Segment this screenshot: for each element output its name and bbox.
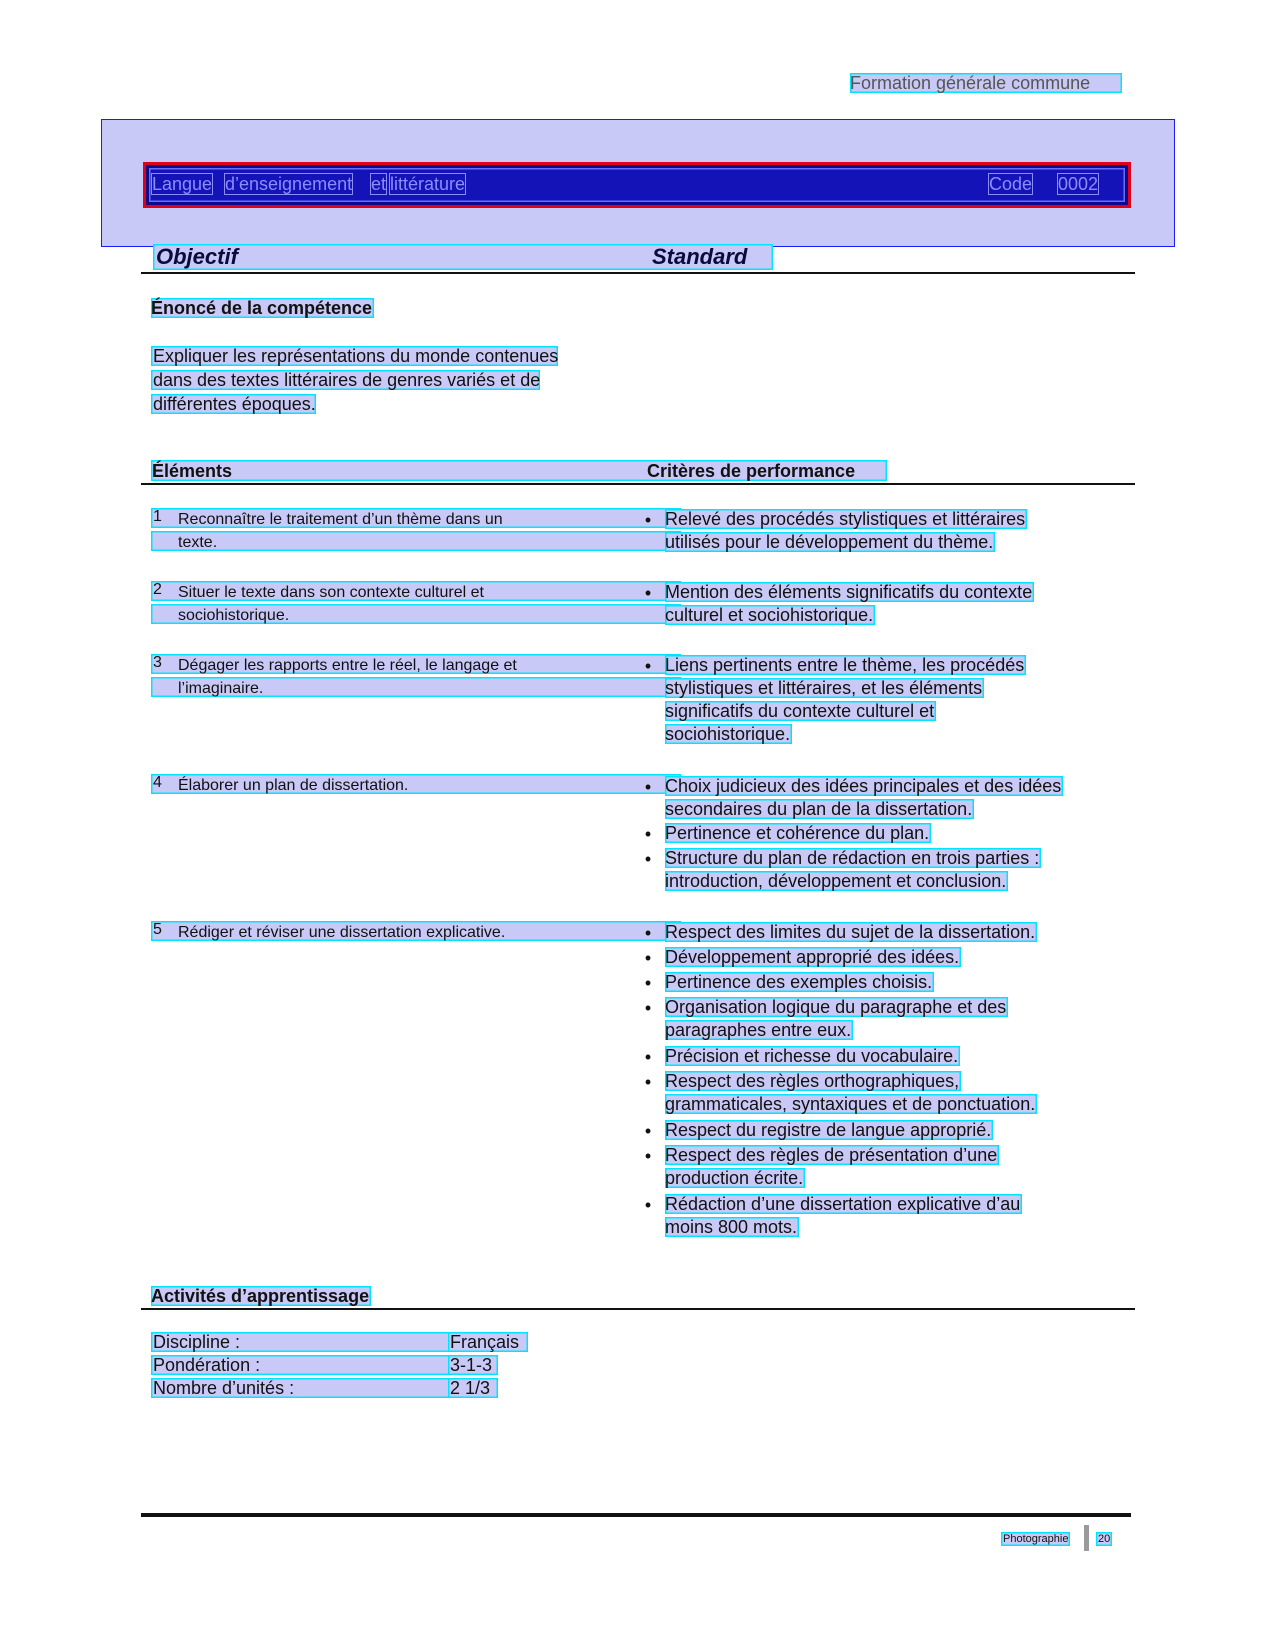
course-title-bar xyxy=(143,162,1131,208)
element-line: texte. xyxy=(178,534,218,551)
criterion-line: paragraphes entre eux. xyxy=(665,1020,852,1040)
criterion-line: moins 800 mots. xyxy=(665,1217,798,1237)
divider xyxy=(141,272,1135,274)
criterion-line: Mention des éléments significatifs du contexte xyxy=(665,582,1033,602)
activities-heading: Activités d’apprentissage xyxy=(151,1286,370,1306)
activity-value: 3-1-3 xyxy=(450,1355,493,1375)
footer-separator xyxy=(1084,1525,1089,1551)
bullet-icon: • xyxy=(644,973,652,993)
bullet-icon: • xyxy=(644,923,652,943)
column-heading-objectif: Objectif xyxy=(156,244,238,269)
running-header: Formation générale commune xyxy=(850,73,1122,93)
activity-row xyxy=(151,1332,531,1352)
competence-line: dans des textes littéraires de genres variés et de xyxy=(153,370,541,390)
competence-line: Expliquer les représentations du monde contenues xyxy=(153,346,559,366)
column-heading-standard: Standard xyxy=(652,244,748,269)
activity-row xyxy=(151,1355,531,1375)
bullet-icon: • xyxy=(644,510,652,530)
course-title-word: littérature xyxy=(390,174,466,194)
competence-line: différentes époques. xyxy=(153,394,316,414)
bullet-icon: • xyxy=(644,1072,652,1092)
course-title-word: d’enseignement xyxy=(225,174,353,194)
element-number: 1 xyxy=(153,508,162,525)
table-header-criteria: Critères de performance xyxy=(647,461,856,481)
element-line: Rédiger et réviser une dissertation explicative. xyxy=(178,924,506,941)
bullet-icon: • xyxy=(644,583,652,603)
bullet-icon: • xyxy=(644,1047,652,1067)
element-line: sociohistorique. xyxy=(178,607,290,624)
element-line: Élaborer un plan de dissertation. xyxy=(178,777,409,794)
criterion-line: Organisation logique du paragraphe et des xyxy=(665,997,1007,1017)
element-line: Situer le texte dans son contexte culturel et xyxy=(178,584,484,601)
bullet-icon: • xyxy=(644,1195,652,1215)
activity-value: 2 1/3 xyxy=(450,1378,491,1398)
bullet-icon: • xyxy=(644,777,652,797)
activity-row xyxy=(151,1378,531,1398)
element-number: 3 xyxy=(153,654,162,671)
divider xyxy=(141,483,1135,485)
element-line: l’imaginaire. xyxy=(178,680,264,697)
activity-label: Pondération : xyxy=(153,1355,261,1375)
element-line: Reconnaître le traitement d’un thème dans un xyxy=(178,511,503,528)
course-title-word: et xyxy=(371,174,387,194)
element-number: 4 xyxy=(153,774,162,791)
criterion-line: Rédaction d’une dissertation explicative d’au xyxy=(665,1194,1021,1214)
criterion-line: Liens pertinents entre le thème, les procédés xyxy=(665,655,1025,675)
criterion-line: Développement approprié des idées. xyxy=(665,947,960,967)
criterion-line: Respect des règles orthographiques, xyxy=(665,1071,960,1091)
criterion-line: introduction, développement et conclusion. xyxy=(665,871,1007,891)
divider xyxy=(141,1308,1135,1310)
table-header-elements: Éléments xyxy=(152,461,233,481)
element-number: 2 xyxy=(153,581,162,598)
course-code-label: Code xyxy=(989,174,1033,194)
bullet-icon: • xyxy=(644,1146,652,1166)
bullet-icon: • xyxy=(644,824,652,844)
bullet-icon: • xyxy=(644,948,652,968)
activity-label: Nombre d’unités : xyxy=(153,1378,295,1398)
element-number: 5 xyxy=(153,921,162,938)
criterion-line: stylistiques et littéraires, et les éléments xyxy=(665,678,983,698)
criterion-line: Structure du plan de rédaction en trois parties : xyxy=(665,848,1040,868)
activity-value: Français xyxy=(450,1332,520,1352)
course-code-value: 0002 xyxy=(1058,174,1099,194)
element-line: Dégager les rapports entre le réel, le langage et xyxy=(178,657,517,674)
activity-label: Discipline : xyxy=(153,1332,241,1352)
criterion-line: Précision et richesse du vocabulaire. xyxy=(665,1046,959,1066)
criterion-line: sociohistorique. xyxy=(665,724,791,744)
criterion-line: Respect du registre de langue approprié. xyxy=(665,1120,992,1140)
competence-heading: Énoncé de la compétence xyxy=(151,298,373,318)
competence-statement xyxy=(151,346,558,414)
footer-label: Photographie xyxy=(1003,1533,1069,1545)
bullet-icon: • xyxy=(644,656,652,676)
criterion-line: secondaires du plan de la dissertation. xyxy=(665,799,973,819)
criterion-line: Pertinence et cohérence du plan. xyxy=(665,823,930,843)
criterion-line: grammaticales, syntaxiques et de ponctuation. xyxy=(665,1094,1036,1114)
bullet-icon: • xyxy=(644,849,652,869)
criterion-line: production écrite. xyxy=(665,1168,804,1188)
course-title-word: Langue xyxy=(152,174,213,194)
criterion-line: utilisés pour le développement du thème. xyxy=(665,532,994,552)
criterion-line: Relevé des procédés stylistiques et littéraires xyxy=(665,509,1026,529)
bullet-icon: • xyxy=(644,1121,652,1141)
criterion-line: significatifs du contexte culturel et xyxy=(665,701,935,721)
bullet-icon: • xyxy=(644,998,652,1018)
page-number: 20 xyxy=(1098,1533,1111,1545)
criterion-line: Respect des limites du sujet de la dissertation. xyxy=(665,922,1036,942)
criterion-line: Choix judicieux des idées principales et des idées xyxy=(665,776,1062,796)
criterion-line: Pertinence des exemples choisis. xyxy=(665,972,933,992)
footer-rule xyxy=(141,1513,1131,1517)
criterion-line: Respect des règles de présentation d’une xyxy=(665,1145,998,1165)
criterion-line: culturel et sociohistorique. xyxy=(665,605,874,625)
